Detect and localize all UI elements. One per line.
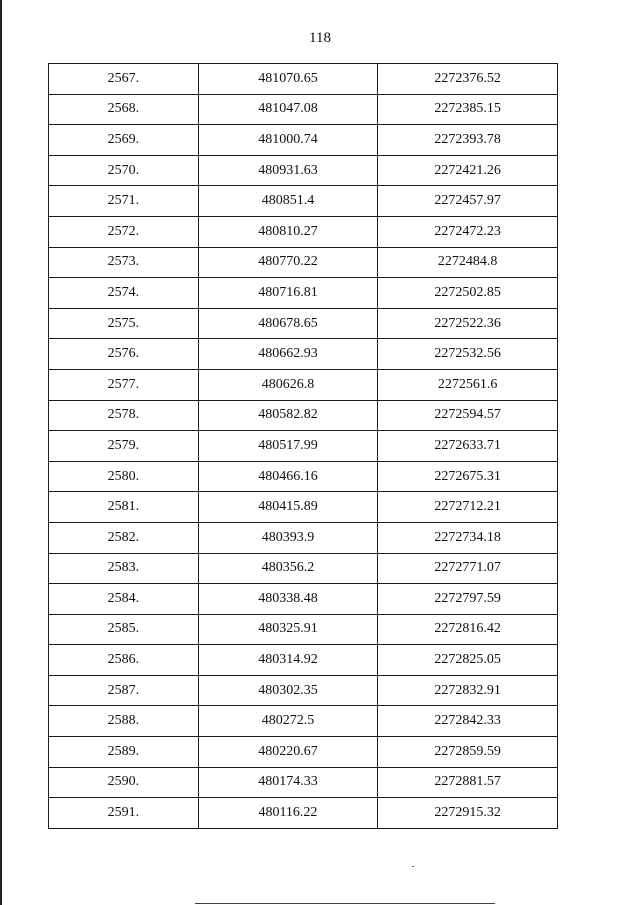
x-coordinate-cell: 480272.5	[198, 706, 378, 737]
y-coordinate-cell: 2272771.07	[378, 553, 558, 584]
table-row	[49, 186, 558, 217]
point-number-cell: 2571.	[49, 186, 199, 217]
table-row	[49, 553, 558, 584]
table-row	[49, 155, 558, 186]
table-row	[49, 339, 558, 370]
y-coordinate-cell: 2272484.8	[378, 247, 558, 278]
y-coordinate-cell: 2272502.85	[378, 278, 558, 309]
point-number-cell: 2573.	[49, 247, 199, 278]
table-row	[49, 706, 558, 737]
x-coordinate-cell: 480338.48	[198, 584, 378, 615]
point-number-cell: 2591.	[49, 798, 199, 829]
y-coordinate-cell: 2272797.59	[378, 584, 558, 615]
point-number-cell: 2583.	[49, 553, 199, 584]
x-coordinate-cell: 481000.74	[198, 125, 378, 156]
x-coordinate-cell: 480174.33	[198, 767, 378, 798]
x-coordinate-cell: 480582.82	[198, 400, 378, 431]
x-coordinate-cell: 480662.93	[198, 339, 378, 370]
x-coordinate-cell: 480626.8	[198, 369, 378, 400]
x-coordinate-cell: 480678.65	[198, 308, 378, 339]
table-row	[49, 798, 558, 829]
y-coordinate-cell: 2272712.21	[378, 492, 558, 523]
table-row	[49, 431, 558, 462]
table-row	[49, 400, 558, 431]
table-row	[49, 675, 558, 706]
y-coordinate-cell: 2272881.57	[378, 767, 558, 798]
point-number-cell: 2580.	[49, 461, 199, 492]
x-coordinate-cell: 480325.91	[198, 614, 378, 645]
y-coordinate-cell: 2272734.18	[378, 522, 558, 553]
x-coordinate-cell: 480314.92	[198, 645, 378, 676]
y-coordinate-cell: 2272832.91	[378, 675, 558, 706]
point-number-cell: 2578.	[49, 400, 199, 431]
table-row	[49, 247, 558, 278]
x-coordinate-cell: 480851.4	[198, 186, 378, 217]
y-coordinate-cell: 2272561.6	[378, 369, 558, 400]
point-number-cell: 2586.	[49, 645, 199, 676]
table-row	[49, 94, 558, 125]
x-coordinate-cell: 480302.35	[198, 675, 378, 706]
point-number-cell: 2570.	[49, 155, 199, 186]
x-coordinate-cell: 480466.16	[198, 461, 378, 492]
point-number-cell: 2587.	[49, 675, 199, 706]
x-coordinate-cell: 480220.67	[198, 737, 378, 768]
point-number-cell: 2579.	[49, 431, 199, 462]
x-coordinate-cell: 480517.99	[198, 431, 378, 462]
point-number-cell: 2581.	[49, 492, 199, 523]
table-row	[49, 278, 558, 309]
scan-speck	[412, 866, 414, 867]
y-coordinate-cell: 2272842.33	[378, 706, 558, 737]
point-number-cell: 2572.	[49, 216, 199, 247]
table-row	[49, 767, 558, 798]
point-number-cell: 2576.	[49, 339, 199, 370]
point-number-cell: 2584.	[49, 584, 199, 615]
y-coordinate-cell: 2272633.71	[378, 431, 558, 462]
y-coordinate-cell: 2272376.52	[378, 64, 558, 95]
y-coordinate-cell: 2272393.78	[378, 125, 558, 156]
table-row	[49, 216, 558, 247]
x-coordinate-cell: 480810.27	[198, 216, 378, 247]
y-coordinate-cell: 2272675.31	[378, 461, 558, 492]
x-coordinate-cell: 480116.22	[198, 798, 378, 829]
table-row	[49, 737, 558, 768]
y-coordinate-cell: 2272915.32	[378, 798, 558, 829]
table-row	[49, 584, 558, 615]
point-number-cell: 2582.	[49, 522, 199, 553]
table-row	[49, 492, 558, 523]
y-coordinate-cell: 2272385.15	[378, 94, 558, 125]
point-number-cell: 2590.	[49, 767, 199, 798]
table-row	[49, 461, 558, 492]
y-coordinate-cell: 2272457.97	[378, 186, 558, 217]
x-coordinate-cell: 480356.2	[198, 553, 378, 584]
point-number-cell: 2577.	[49, 369, 199, 400]
point-number-cell: 2588.	[49, 706, 199, 737]
point-number-cell: 2568.	[49, 94, 199, 125]
table-row	[49, 308, 558, 339]
y-coordinate-cell: 2272522.36	[378, 308, 558, 339]
x-coordinate-cell: 481047.08	[198, 94, 378, 125]
page-number: 118	[309, 30, 331, 46]
x-coordinate-cell: 480393.9	[198, 522, 378, 553]
point-number-cell: 2567.	[49, 64, 199, 95]
coordinates-table-body	[49, 64, 558, 829]
table-row	[49, 614, 558, 645]
table-row	[49, 125, 558, 156]
y-coordinate-cell: 2272472.23	[378, 216, 558, 247]
point-number-cell: 2574.	[49, 278, 199, 309]
table-row	[49, 369, 558, 400]
point-number-cell: 2569.	[49, 125, 199, 156]
table-row	[49, 522, 558, 553]
point-number-cell: 2589.	[49, 737, 199, 768]
table-row	[49, 645, 558, 676]
y-coordinate-cell: 2272532.56	[378, 339, 558, 370]
y-coordinate-cell: 2272421.26	[378, 155, 558, 186]
table-row	[49, 64, 558, 95]
x-coordinate-cell: 481070.65	[198, 64, 378, 95]
point-number-cell: 2585.	[49, 614, 199, 645]
y-coordinate-cell: 2272816.42	[378, 614, 558, 645]
scan-edge-left	[0, 0, 2, 905]
y-coordinate-cell: 2272594.57	[378, 400, 558, 431]
x-coordinate-cell: 480716.81	[198, 278, 378, 309]
x-coordinate-cell: 480770.22	[198, 247, 378, 278]
coordinates-table	[48, 63, 558, 829]
point-number-cell: 2575.	[49, 308, 199, 339]
y-coordinate-cell: 2272859.59	[378, 737, 558, 768]
x-coordinate-cell: 480931.63	[198, 155, 378, 186]
x-coordinate-cell: 480415.89	[198, 492, 378, 523]
y-coordinate-cell: 2272825.05	[378, 645, 558, 676]
scan-edge-bottom	[195, 903, 495, 904]
